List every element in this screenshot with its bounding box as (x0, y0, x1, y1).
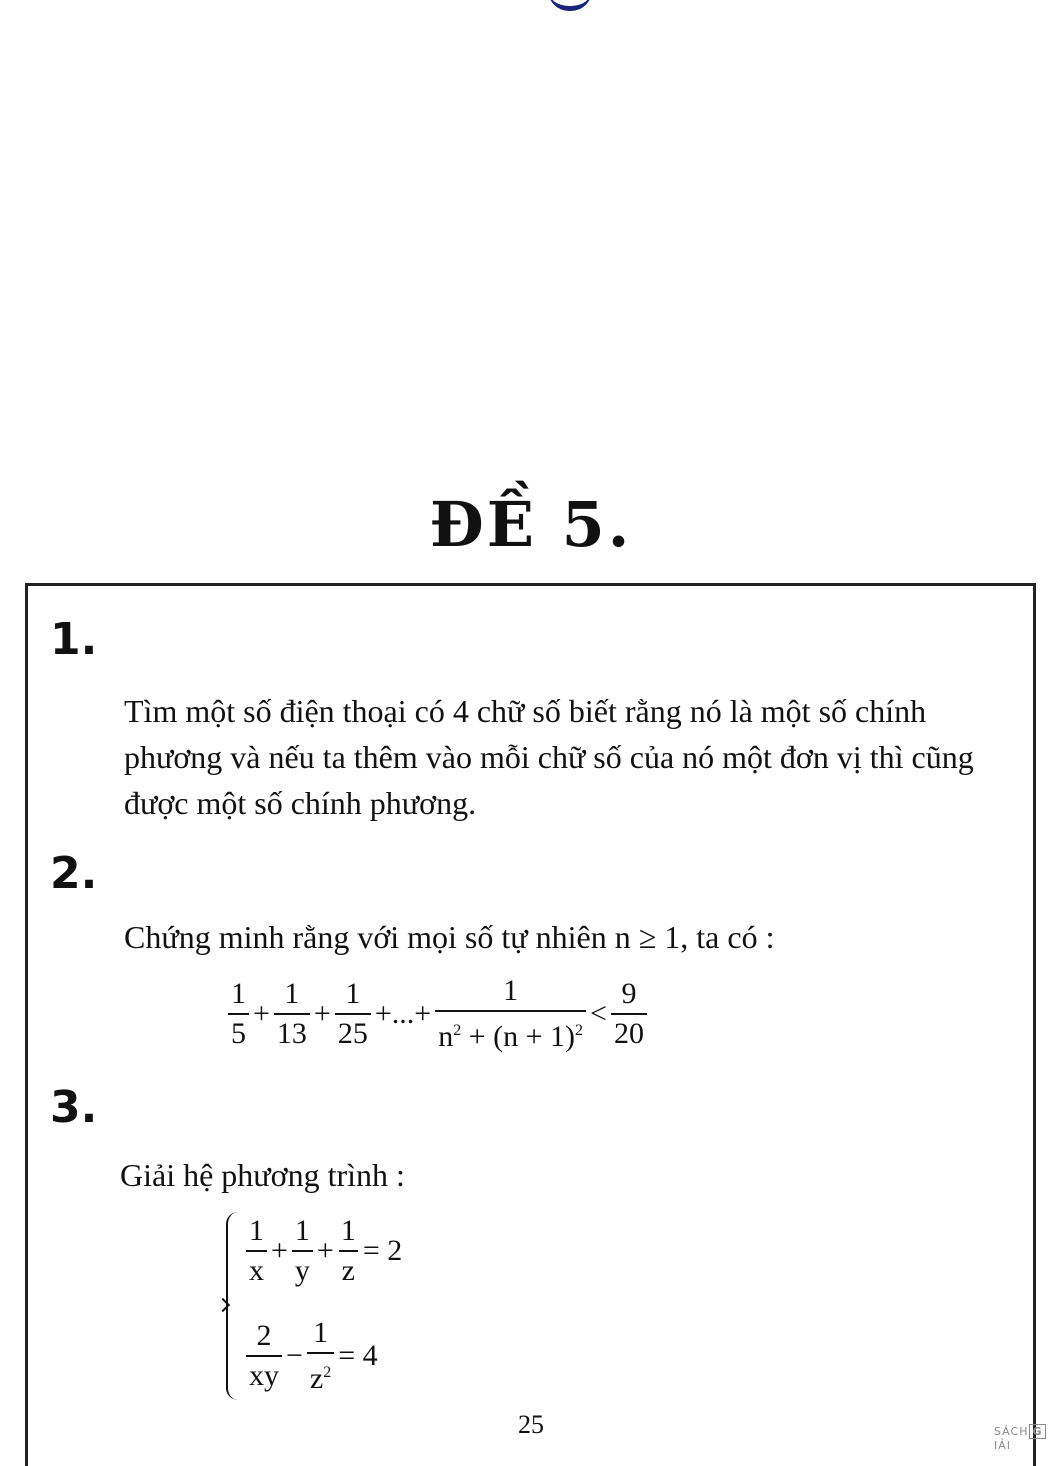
system-equation-1: $\frac{1}{x}$ + $\frac{1}{y}$ + $\frac{1}{z}$ = 2 (244, 1212, 404, 1290)
page-number: 25 (518, 1410, 544, 1439)
less-than-sign: < (590, 997, 607, 1030)
system-brace (226, 1212, 238, 1400)
fraction-1-25: $\frac{1}{25}$ (335, 975, 371, 1053)
top-decoration (548, 0, 592, 11)
fraction-general-term: $\frac{1}{n^2 + (n + 1)^2}$ (435, 972, 586, 1056)
problem-1-number: 1. (50, 614, 98, 665)
brand-watermark: SÁCH GIẢI (994, 1424, 1062, 1452)
exam-title: ĐỀ 5. (429, 488, 633, 561)
fraction-9-20: $\frac{9}{20}$ (611, 975, 647, 1053)
problem-2-text: Chứng minh rằng với mọi số tự nhiên n ≥ 1, ta có : (124, 919, 775, 955)
problem-3-text: Giải hệ phương trình : (120, 1157, 405, 1193)
ellipsis-term: +...+ (374, 997, 432, 1030)
fraction-1-13: $\frac{1}{13}$ (274, 975, 310, 1053)
fraction-1-5: $\frac{1}{5}$ (228, 975, 249, 1053)
problem-3-number: 3. (50, 1082, 98, 1133)
problem-2-number: 2. (50, 848, 98, 899)
problem-1-text: Tìm một số điện thoại có 4 chữ số biết rằng nó là một số chính phương và nếu ta thêm vào mỗi chữ số của nó một đơn vị thì cũng được một số chính phương. (124, 693, 974, 821)
system-equation-2: $\frac{2}{xy}$ − $\frac{1}{z^2}$ = 4 (244, 1314, 380, 1398)
brand-logo-icon: G (1029, 1424, 1045, 1439)
problem-2-inequality: $\frac{1}{5}$ + $\frac{1}{13}$ + $\frac{1}{25}$ +...+ $\frac{1}{n^2 + (n + 1)^2}$ < $\frac{9}{20}$ (226, 972, 649, 1056)
